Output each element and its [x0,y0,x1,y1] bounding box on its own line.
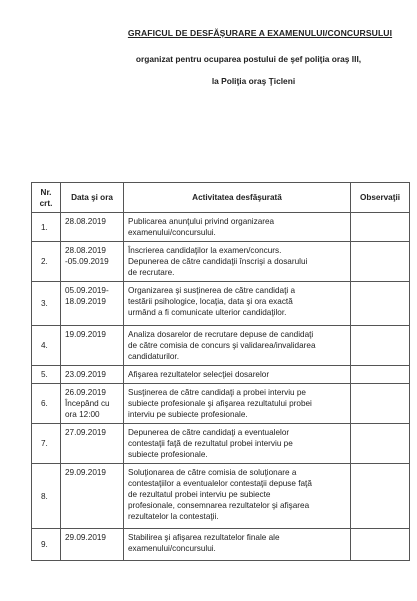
row-number: 1. [32,213,61,242]
row-number: 6. [32,384,61,424]
row-number: 9. [32,529,61,561]
table-row [32,464,410,529]
table-row [32,213,410,242]
row-number: 2. [32,242,61,282]
row-observations [351,424,410,464]
document-title: GRAFICUL DE DESFĂŞURARE A EXAMENULUI/CONCURSULUI [127,28,393,38]
row-activity: Analiza dosarelor de recrutare depuse de candidaţi de către comisia de concurs şi validarea/invalidarea candidaturilor. [124,326,351,366]
row-activity: Organizarea şi susţinerea de către candidaţi a testării psihologice, locaţia, data şi ora exactă urmând a fi comunicate ulterior candidaţilor. [124,282,351,326]
row-number: 5. [32,366,61,384]
row-date: 26.09.2019 Începând cu ora 12:00 [61,384,124,424]
row-observations [351,529,410,561]
row-observations [351,384,410,424]
header-nr: Nr. crt. [32,183,61,213]
row-observations [351,366,410,384]
document-subtitle-position: organizat pentru ocuparea postului de şef poliţia oraş III, [135,54,362,64]
row-observations [351,326,410,366]
row-date: 29.09.2019 [61,464,124,529]
row-date: 23.09.2019 [61,366,124,384]
header-observations: Observaţii [351,183,410,213]
row-date: 27.09.2019 [61,424,124,464]
row-date: 19.09.2019 [61,326,124,366]
row-number: 7. [32,424,61,464]
row-activity: Stabilirea şi afişarea rezultatelor finale ale examenului/concursului. [124,529,351,561]
table-row [32,424,410,464]
table-header-row [32,183,410,213]
row-observations [351,464,410,529]
row-activity: Soluţionarea de către comisia de soluţionare a contestaţiilor a eventualelor contestaţii depuse faţă de rezultatul probei interviu pe subiecte profesionale, consemnarea rezultatelor şi afişarea rezultatelor la contestaţii. [124,464,351,529]
row-activity: Înscrierea candidaţilor la examen/concurs. Depunerea de către candidaţii înscrişi a dosarului de recrutare. [124,242,351,282]
header-activity: Activitatea desfăşurată [124,183,351,213]
row-activity: Depunerea de către candidaţi a eventualelor contestaţii faţă de rezultatul probei interviu pe subiecte profesionale. [124,424,351,464]
row-observations [351,242,410,282]
table-row [32,366,410,384]
row-date: 29.09.2019 [61,529,124,561]
row-number: 4. [32,326,61,366]
table-row [32,384,410,424]
row-observations [351,213,410,242]
header-date: Data şi ora [61,183,124,213]
row-activity: Publicarea anunţului privind organizarea examenului/concursului. [124,213,351,242]
table-row [32,242,410,282]
row-activity: Afişarea rezultatelor selecţiei dosarelor [124,366,351,384]
table-row [32,282,410,326]
row-date: 05.09.2019- 18.09.2019 [61,282,124,326]
schedule-table [31,182,410,561]
document-subtitle-location: la Poliţia oraş Ţicleni [211,76,296,86]
table-row [32,326,410,366]
row-number: 8. [32,464,61,529]
row-activity: Susţinerea de către candidaţi a probei interviu pe subiecte profesionale şi afişarea rezultatului probei interviu pe subiecte profesionale. [124,384,351,424]
row-observations [351,282,410,326]
row-date: 28.08.2019 -05.09.2019 [61,242,124,282]
table-row [32,529,410,561]
row-number: 3. [32,282,61,326]
row-date: 28.08.2019 [61,213,124,242]
